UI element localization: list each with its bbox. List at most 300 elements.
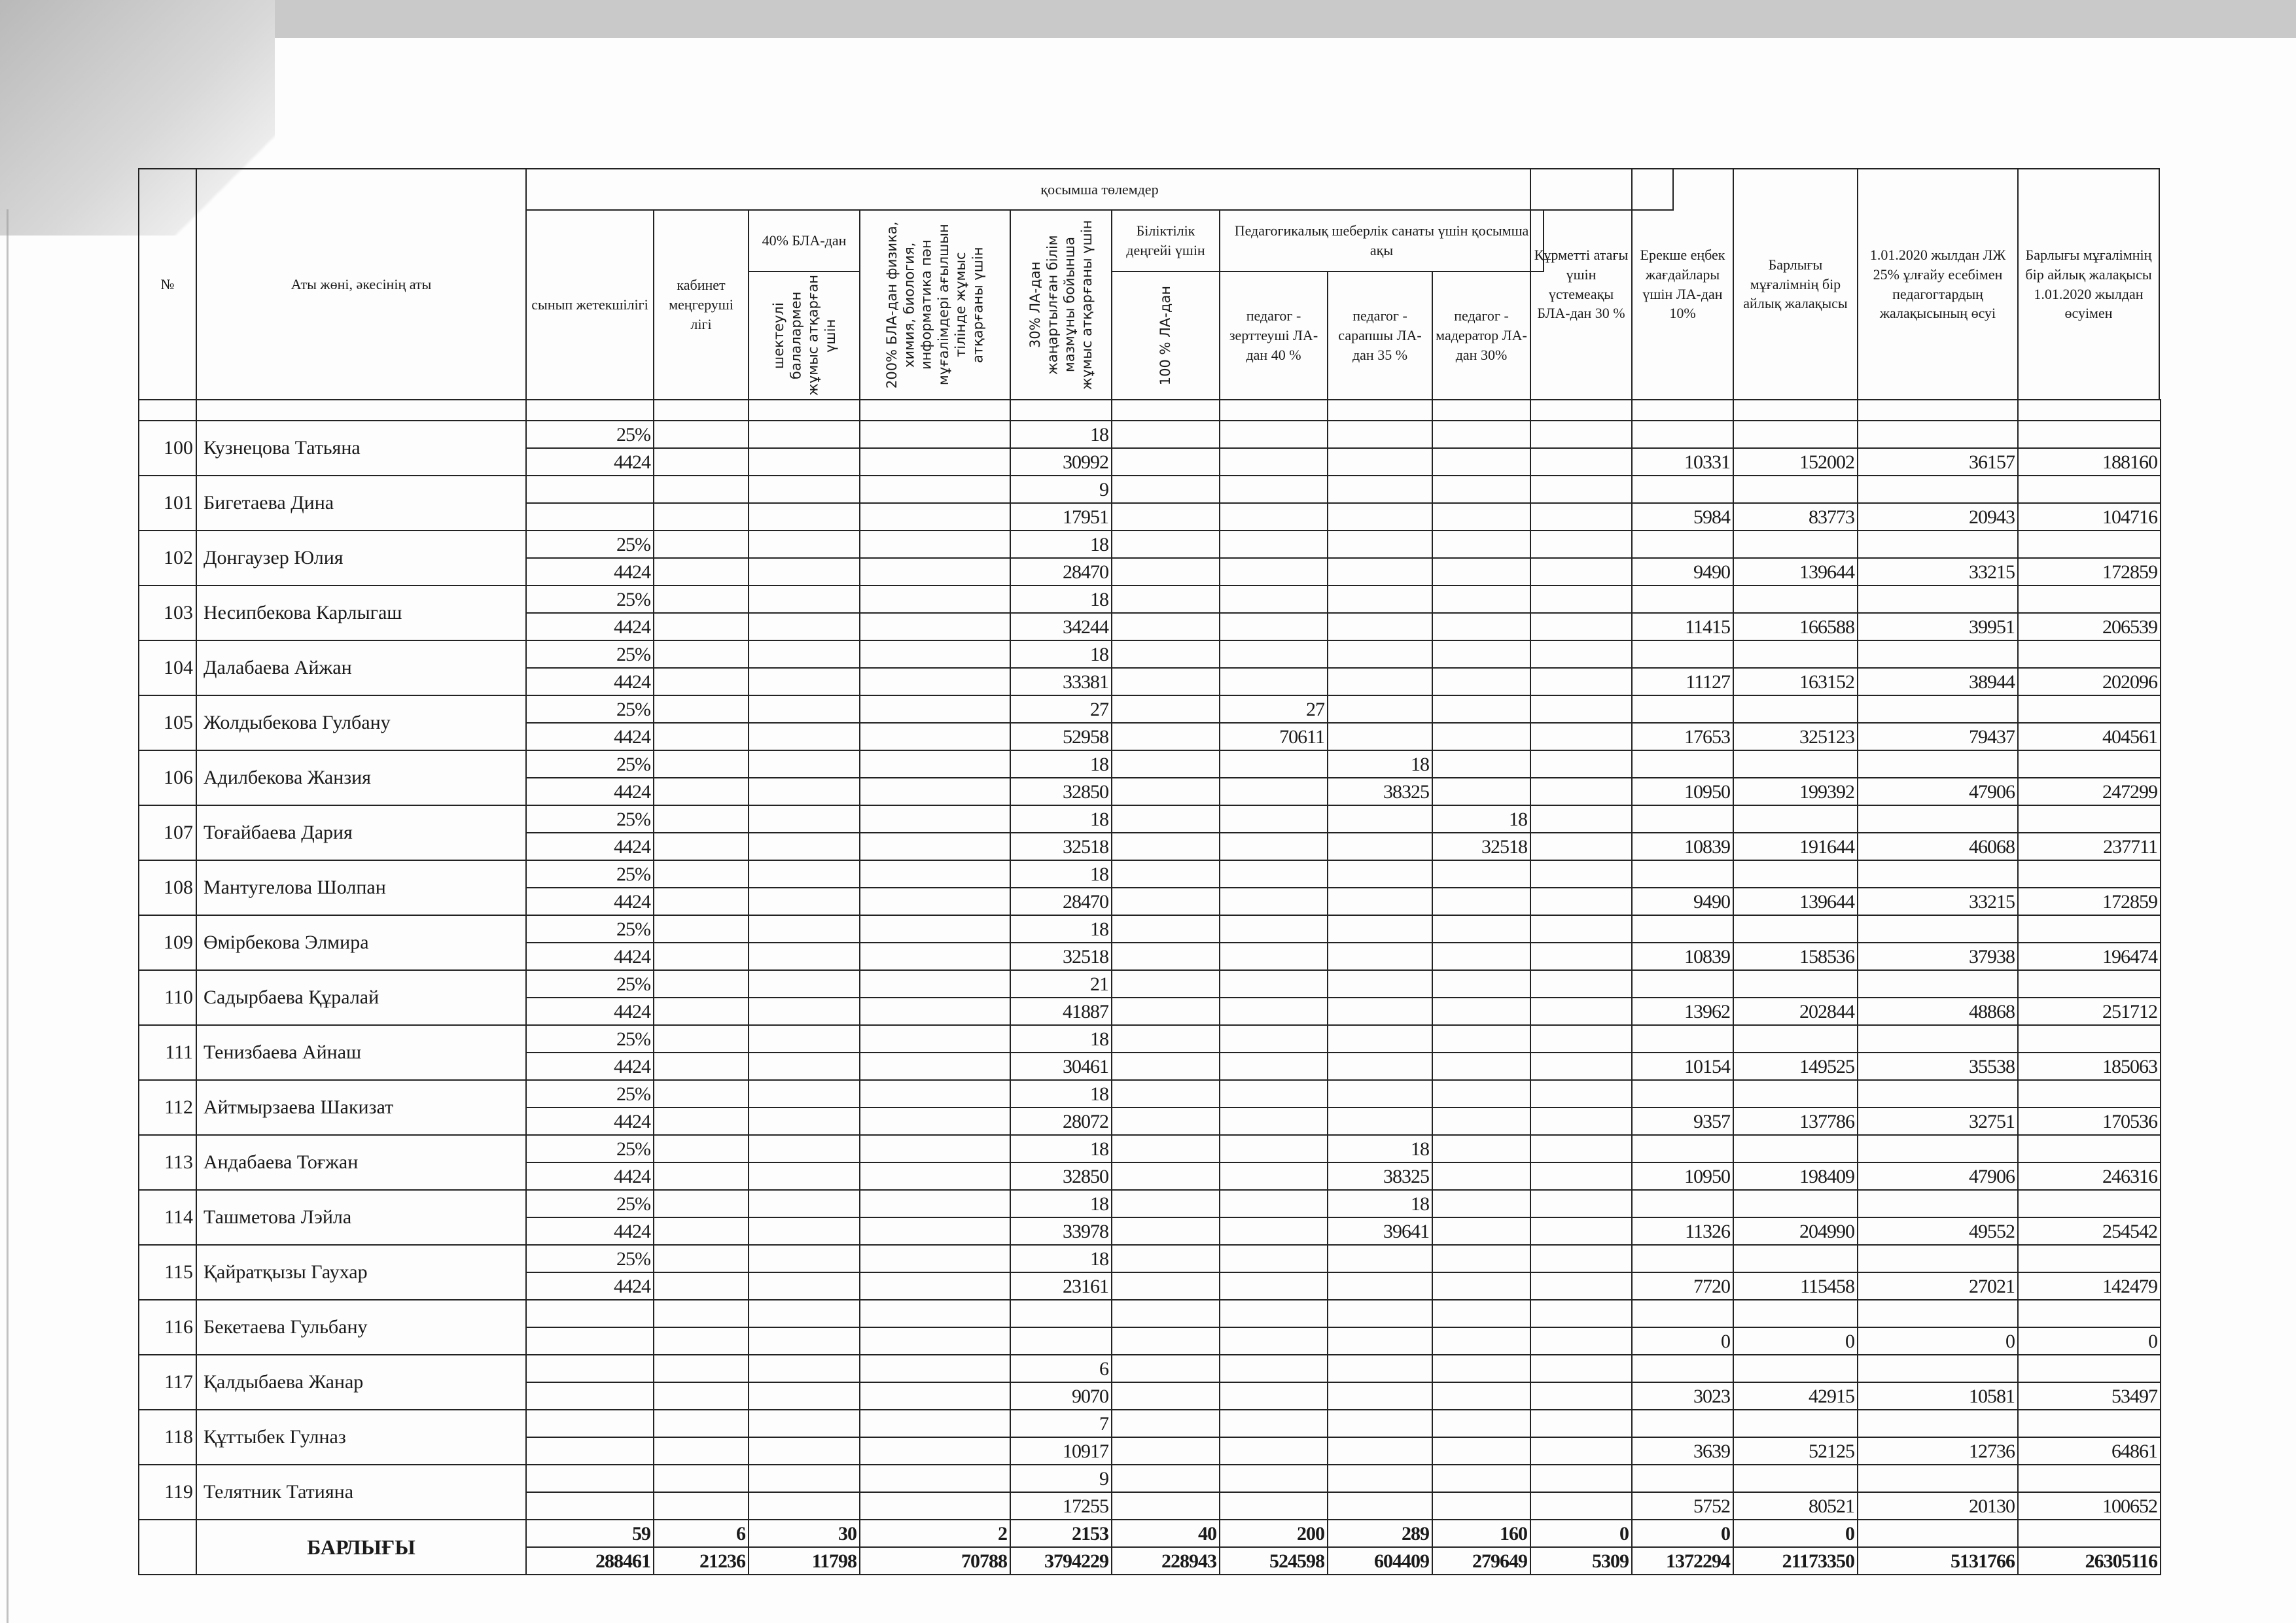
row-number: 100: [138, 420, 197, 476]
cell-special: 17653: [1631, 722, 1734, 751]
cell-honor-top: [1530, 1299, 1633, 1328]
cell-grand-top: [2017, 1409, 2161, 1438]
cell-grand: 237711: [2017, 832, 2161, 861]
cell-res-top: [1219, 969, 1328, 998]
cell-grand: 188160: [2017, 447, 2161, 476]
cell-honor-top: [1530, 1354, 1633, 1383]
cell-total: 139644: [1733, 557, 1858, 586]
cell-exp-top: 18: [1327, 1134, 1433, 1163]
cell-mod-top: [1432, 915, 1531, 943]
totals-top-value: [1857, 1519, 2019, 1548]
cell-cabinet-bottom: [653, 1107, 749, 1136]
cell-total-top: [1733, 1079, 1858, 1108]
cell-bla40-top: [748, 969, 860, 998]
cell-class-top: 25%: [525, 1244, 654, 1273]
cell-bla200-top: [859, 585, 1011, 614]
header-bla200-text: 200% БЛА-дан физика, химия, биология, информатика пән мұғалімдері ағылшын тілінде жұмыс атқарғаны үшін: [884, 221, 986, 389]
cell-growth-top: [1857, 1244, 2019, 1273]
cell-growth-top: [1857, 1024, 2019, 1053]
cell-la30-bottom: 34244: [1010, 612, 1112, 641]
cell-qual-top: [1111, 1244, 1220, 1273]
cell-grand: 404561: [2017, 722, 2161, 751]
cell-grand: 202096: [2017, 667, 2161, 696]
cell-bla200-bottom: [859, 942, 1011, 971]
header-qualification: Біліктілік деңгейі үшін: [1111, 209, 1220, 272]
cell-grand-top: [2017, 420, 2161, 449]
cell-qual-bottom: [1111, 502, 1220, 531]
cell-class-bottom: 4424: [525, 722, 654, 751]
totals-top-value: 40: [1111, 1519, 1220, 1548]
cell-exp-top: [1327, 969, 1433, 998]
cell-res-bottom: [1219, 1162, 1328, 1191]
cell-res-bottom: [1219, 1492, 1328, 1520]
cell-res-top: [1219, 1299, 1328, 1328]
cell-mod-bottom: [1432, 447, 1531, 476]
cell-cabinet-bottom: [653, 1327, 749, 1355]
cell-res-top: [1219, 1354, 1328, 1383]
header-la30: [1010, 209, 1112, 400]
cell-special-top: [1631, 585, 1734, 614]
totals-bottom-value: 288461: [525, 1546, 654, 1575]
cell-bla40-bottom: [748, 887, 860, 916]
cell-class-bottom: 4424: [525, 1272, 654, 1300]
row-number: 115: [138, 1244, 197, 1300]
cell-total-top: [1733, 695, 1858, 724]
cell-bla200-top: [859, 1299, 1011, 1328]
totals-top-value: 2: [859, 1519, 1011, 1548]
cell-qual-top: [1111, 475, 1220, 504]
cell-honor-bottom: [1530, 1437, 1633, 1465]
cell-mod-bottom: [1432, 1052, 1531, 1081]
cell-la30-top: 9: [1010, 475, 1112, 504]
cell-growth-top: [1857, 1354, 2019, 1383]
spacer-cell: [748, 399, 860, 421]
spacer-cell: [196, 399, 527, 421]
row-number: 118: [138, 1409, 197, 1465]
header-ped-expert: педагог - сарапшы ЛА-дан 35 %: [1327, 271, 1433, 400]
row-number: 117: [138, 1354, 197, 1410]
cell-exp-top: [1327, 1354, 1433, 1383]
cell-res-bottom: [1219, 557, 1328, 586]
cell-total: 198409: [1733, 1162, 1858, 1191]
cell-qual-bottom: [1111, 557, 1220, 586]
cell-growth: 20943: [1857, 502, 2019, 531]
cell-honor-bottom: [1530, 1492, 1633, 1520]
cell-growth: 35538: [1857, 1052, 2019, 1081]
row-number: 103: [138, 585, 197, 641]
totals-top-value: 30: [748, 1519, 860, 1548]
cell-cabinet-top: [653, 585, 749, 614]
cell-special: 10839: [1631, 942, 1734, 971]
cell-bla200-top: [859, 695, 1011, 724]
cell-exp-bottom: [1327, 1272, 1433, 1300]
cell-mod-bottom: [1432, 722, 1531, 751]
cell-cabinet-bottom: [653, 502, 749, 531]
cell-special: 10331: [1631, 447, 1734, 476]
cell-class-bottom: 4424: [525, 997, 654, 1026]
cell-exp-bottom: [1327, 667, 1433, 696]
cell-exp-bottom: [1327, 502, 1433, 531]
cell-bla200-top: [859, 420, 1011, 449]
cell-class-top: 25%: [525, 420, 654, 449]
header-bla40-sub: [748, 271, 860, 400]
cell-bla40-top: [748, 1189, 860, 1218]
cell-bla40-bottom: [748, 447, 860, 476]
cell-cabinet-bottom: [653, 942, 749, 971]
cell-honor-bottom: [1530, 1217, 1633, 1246]
header-no: №: [138, 168, 197, 400]
cell-grand: 142479: [2017, 1272, 2161, 1300]
cell-growth: 0: [1857, 1327, 2019, 1355]
cell-class-bottom: 4424: [525, 557, 654, 586]
cell-class-bottom: [525, 502, 654, 531]
cell-total: 199392: [1733, 777, 1858, 806]
cell-qual-bottom: [1111, 1327, 1220, 1355]
cell-la30-top: 18: [1010, 1244, 1112, 1273]
cell-qual-bottom: [1111, 997, 1220, 1026]
cell-bla200-top: [859, 1134, 1011, 1163]
cell-total-top: [1733, 1024, 1858, 1053]
teacher-name: Бигетаева Дина: [196, 475, 527, 531]
header-cabinet: кабинет меңгеруші лігі: [653, 209, 749, 400]
cell-bla40-bottom: [748, 1327, 860, 1355]
cell-bla200-top: [859, 1024, 1011, 1053]
cell-grand-top: [2017, 915, 2161, 943]
cell-growth-top: [1857, 969, 2019, 998]
cell-total: 80521: [1733, 1492, 1858, 1520]
cell-bla200-bottom: [859, 447, 1011, 476]
cell-exp-top: 18: [1327, 750, 1433, 778]
spacer-cell: [1857, 399, 2019, 421]
header-ped-researcher: педагог - зерттеуші ЛА-дан 40 %: [1219, 271, 1328, 400]
cell-class-bottom: [525, 1382, 654, 1410]
cell-special: 10950: [1631, 777, 1734, 806]
cell-bla40-bottom: [748, 1382, 860, 1410]
cell-mod-top: [1432, 585, 1531, 614]
cell-growth-top: [1857, 750, 2019, 778]
cell-bla200-bottom: [859, 887, 1011, 916]
cell-mod-top: [1432, 1464, 1531, 1493]
cell-exp-top: [1327, 915, 1433, 943]
cell-class-bottom: 4424: [525, 777, 654, 806]
row-number: 119: [138, 1464, 197, 1520]
cell-res-top: [1219, 805, 1328, 833]
cell-total-top: [1733, 1464, 1858, 1493]
cell-class-top: 25%: [525, 805, 654, 833]
cell-cabinet-bottom: [653, 557, 749, 586]
cell-total: 137786: [1733, 1107, 1858, 1136]
cell-qual-top: [1111, 530, 1220, 559]
cell-exp-bottom: [1327, 1052, 1433, 1081]
teacher-name: Айтмырзаева Шакизат: [196, 1079, 527, 1136]
cell-la30-top: 18: [1010, 585, 1112, 614]
cell-cabinet-bottom: [653, 1492, 749, 1520]
totals-label: БАРЛЫҒЫ: [196, 1519, 527, 1575]
teacher-name: Өмірбекова Элмира: [196, 915, 527, 971]
cell-bla40-top: [748, 640, 860, 669]
spacer-cell: [1733, 399, 1858, 421]
cell-honor-bottom: [1530, 502, 1633, 531]
cell-special-top: [1631, 1244, 1734, 1273]
cell-exp-bottom: [1327, 612, 1433, 641]
cell-qual-top: [1111, 1464, 1220, 1493]
cell-total-top: [1733, 1244, 1858, 1273]
cell-mod-top: [1432, 969, 1531, 998]
row-number: 113: [138, 1134, 197, 1191]
totals-bottom-value: 228943: [1111, 1546, 1220, 1575]
cell-cabinet-top: [653, 915, 749, 943]
cell-bla200-top: [859, 750, 1011, 778]
cell-bla200-bottom: [859, 777, 1011, 806]
totals-bottom-value: 524598: [1219, 1546, 1328, 1575]
cell-exp-top: [1327, 1244, 1433, 1273]
cell-honor-top: [1530, 860, 1633, 888]
cell-mod-top: [1432, 1409, 1531, 1438]
cell-bla40-top: [748, 805, 860, 833]
cell-res-top: [1219, 640, 1328, 669]
cell-bla200-top: [859, 1079, 1011, 1108]
cell-exp-top: [1327, 530, 1433, 559]
cell-mod-bottom: [1432, 502, 1531, 531]
cell-qual-bottom: [1111, 1162, 1220, 1191]
cell-honor-bottom: [1530, 832, 1633, 861]
teacher-name: Тенизбаева Айнаш: [196, 1024, 527, 1081]
cell-total: 202844: [1733, 997, 1858, 1026]
cell-mod-top: [1432, 1354, 1531, 1383]
cell-exp-top: [1327, 695, 1433, 724]
cell-special: 3023: [1631, 1382, 1734, 1410]
cell-bla200-top: [859, 1244, 1011, 1273]
cell-grand-top: [2017, 1464, 2161, 1493]
cell-growth: 20130: [1857, 1492, 2019, 1520]
header-bla40-group: 40% БЛА-дан: [748, 209, 860, 272]
cell-special-top: [1631, 640, 1734, 669]
cell-class-top: 25%: [525, 1079, 654, 1108]
cell-honor-top: [1530, 1244, 1633, 1273]
cell-exp-bottom: 38325: [1327, 777, 1433, 806]
cell-res-bottom: [1219, 502, 1328, 531]
cell-special: 5984: [1631, 502, 1734, 531]
cell-bla40-bottom: [748, 1217, 860, 1246]
cell-bla200-bottom: [859, 667, 1011, 696]
cell-mod-bottom: [1432, 667, 1531, 696]
header-special-conditions: Ерекше еңбек жағдайлары үшін ЛА-дан 10%: [1631, 168, 1734, 400]
header-qualification-sub: [1111, 271, 1220, 400]
cell-qual-bottom: [1111, 722, 1220, 751]
cell-mod-top: [1432, 640, 1531, 669]
cell-res-bottom: [1219, 942, 1328, 971]
cell-honor-top: [1530, 1464, 1633, 1493]
cell-cabinet-top: [653, 1024, 749, 1053]
cell-honor-bottom: [1530, 777, 1633, 806]
cell-special: 10839: [1631, 832, 1734, 861]
cell-cabinet-top: [653, 1409, 749, 1438]
cell-bla200-bottom: [859, 832, 1011, 861]
cell-honor-bottom: [1530, 887, 1633, 916]
cell-exp-bottom: [1327, 1492, 1433, 1520]
cell-qual-top: [1111, 805, 1220, 833]
header-la30-text: 30% ЛА-дан жаңартылған білім мазмұны бойынша жұмыс атқарғаны үшін: [1027, 220, 1095, 390]
cell-res-bottom: [1219, 612, 1328, 641]
cell-cabinet-top: [653, 695, 749, 724]
cell-la30-top: 6: [1010, 1354, 1112, 1383]
cell-total-top: [1733, 915, 1858, 943]
cell-qual-bottom: [1111, 447, 1220, 476]
teacher-name: Қалдыбаева Жанар: [196, 1354, 527, 1410]
cell-growth-top: [1857, 860, 2019, 888]
teacher-name: Адилбекова Жанзия: [196, 750, 527, 806]
cell-la30-bottom: [1010, 1327, 1112, 1355]
cell-growth: 32751: [1857, 1107, 2019, 1136]
cell-class-bottom: 4424: [525, 942, 654, 971]
cell-total: 191644: [1733, 832, 1858, 861]
cell-bla40-top: [748, 1299, 860, 1328]
cell-la30-top: 21: [1010, 969, 1112, 998]
cell-qual-top: [1111, 640, 1220, 669]
cell-la30-top: 18: [1010, 860, 1112, 888]
cell-la30-top: 18: [1010, 1024, 1112, 1053]
totals-bottom-value: 279649: [1432, 1546, 1531, 1575]
cell-bla40-bottom: [748, 1162, 860, 1191]
cell-growth-top: [1857, 1189, 2019, 1218]
totals-bottom-value: 21173350: [1733, 1546, 1858, 1575]
cell-grand: 170536: [2017, 1107, 2161, 1136]
cell-total: 204990: [1733, 1217, 1858, 1246]
teacher-name: Мантугелова Шолпан: [196, 860, 527, 916]
cell-honor-top: [1530, 1079, 1633, 1108]
cell-growth-top: [1857, 805, 2019, 833]
cell-mod-bottom: [1432, 887, 1531, 916]
row-number: 102: [138, 530, 197, 586]
cell-cabinet-bottom: [653, 447, 749, 476]
cell-bla40-bottom: [748, 1107, 860, 1136]
spacer-cell: [525, 399, 654, 421]
cell-qual-top: [1111, 915, 1220, 943]
cell-honor-bottom: [1530, 1107, 1633, 1136]
cell-class-top: 25%: [525, 750, 654, 778]
cell-total-top: [1733, 640, 1858, 669]
totals-top-value: 160: [1432, 1519, 1531, 1548]
cell-total: 163152: [1733, 667, 1858, 696]
totals-top-value: 289: [1327, 1519, 1433, 1548]
cell-mod-bottom: [1432, 1162, 1531, 1191]
cell-total: 149525: [1733, 1052, 1858, 1081]
totals-bottom-value: 26305116: [2017, 1546, 2161, 1575]
cell-bla40-bottom: [748, 832, 860, 861]
header-bla200: [859, 209, 1011, 400]
cell-bla40-top: [748, 1024, 860, 1053]
cell-la30-top: 18: [1010, 750, 1112, 778]
cell-class-top: 25%: [525, 915, 654, 943]
cell-growth: 79437: [1857, 722, 2019, 751]
cell-mod-top: [1432, 1079, 1531, 1108]
cell-total-top: [1733, 530, 1858, 559]
cell-cabinet-bottom: [653, 1052, 749, 1081]
cell-bla40-top: [748, 1134, 860, 1163]
cell-special: 5752: [1631, 1492, 1734, 1520]
cell-la30-bottom: 30461: [1010, 1052, 1112, 1081]
cell-res-bottom: [1219, 667, 1328, 696]
cell-grand: 246316: [2017, 1162, 2161, 1191]
cell-la30-top: 18: [1010, 1189, 1112, 1218]
spacer-cell: [859, 399, 1011, 421]
cell-la30-bottom: 28072: [1010, 1107, 1112, 1136]
cell-exp-bottom: [1327, 1437, 1433, 1465]
cell-qual-top: [1111, 1134, 1220, 1163]
cell-exp-bottom: [1327, 997, 1433, 1026]
cell-grand-top: [2017, 1354, 2161, 1383]
cell-la30-bottom: 33381: [1010, 667, 1112, 696]
cell-special: 9490: [1631, 557, 1734, 586]
cell-special-top: [1631, 475, 1734, 504]
cell-honor-top: [1530, 1024, 1633, 1053]
cell-qual-bottom: [1111, 667, 1220, 696]
cell-growth-top: [1857, 1409, 2019, 1438]
cell-special: 11326: [1631, 1217, 1734, 1246]
cell-qual-bottom: [1111, 612, 1220, 641]
cell-bla40-top: [748, 585, 860, 614]
row-number: 116: [138, 1299, 197, 1355]
cell-growth: 12736: [1857, 1437, 2019, 1465]
cell-exp-top: [1327, 1079, 1433, 1108]
cell-growth: 33215: [1857, 557, 2019, 586]
header-ped-moderator: педагог - мадератор ЛА-дан 30%: [1432, 271, 1531, 400]
cell-bla200-top: [859, 915, 1011, 943]
cell-bla200-bottom: [859, 997, 1011, 1026]
cell-special-top: [1631, 1079, 1734, 1108]
totals-top-value: 6: [653, 1519, 749, 1548]
cell-res-top: [1219, 585, 1328, 614]
cell-cabinet-bottom: [653, 667, 749, 696]
cell-la30-bottom: 32850: [1010, 1162, 1112, 1191]
cell-bla200-bottom: [859, 722, 1011, 751]
totals-no-cell: [138, 1519, 197, 1575]
cell-res-top: [1219, 750, 1328, 778]
cell-bla40-top: [748, 420, 860, 449]
cell-exp-top: [1327, 1409, 1433, 1438]
cell-qual-bottom: [1111, 942, 1220, 971]
cell-qual-top: [1111, 420, 1220, 449]
cell-growth: 33215: [1857, 887, 2019, 916]
cell-total-top: [1733, 585, 1858, 614]
cell-honor-bottom: [1530, 942, 1633, 971]
cell-honor-bottom: [1530, 722, 1633, 751]
cell-qual-top: [1111, 1354, 1220, 1383]
cell-bla40-bottom: [748, 1052, 860, 1081]
cell-la30-top: 18: [1010, 1079, 1112, 1108]
cell-special-top: [1631, 1299, 1734, 1328]
cell-exp-top: [1327, 420, 1433, 449]
cell-exp-top: [1327, 1299, 1433, 1328]
cell-class-bottom: [525, 1327, 654, 1355]
cell-bla40-bottom: [748, 777, 860, 806]
header-class-teacher: сынып жетекшілігі: [525, 209, 654, 400]
cell-qual-top: [1111, 1079, 1220, 1108]
cell-bla40-top: [748, 1079, 860, 1108]
cell-special-top: [1631, 1354, 1734, 1383]
cell-class-top: 25%: [525, 969, 654, 998]
cell-exp-bottom: [1327, 1107, 1433, 1136]
cell-mod-bottom: [1432, 1382, 1531, 1410]
cell-bla40-top: [748, 860, 860, 888]
cell-grand-top: [2017, 805, 2161, 833]
cell-la30-bottom: 32518: [1010, 942, 1112, 971]
cell-bla200-bottom: [859, 1107, 1011, 1136]
cell-special-top: [1631, 1464, 1734, 1493]
totals-bottom-value: 5309: [1530, 1546, 1633, 1575]
cell-exp-top: [1327, 640, 1433, 669]
cell-bla40-top: [748, 695, 860, 724]
